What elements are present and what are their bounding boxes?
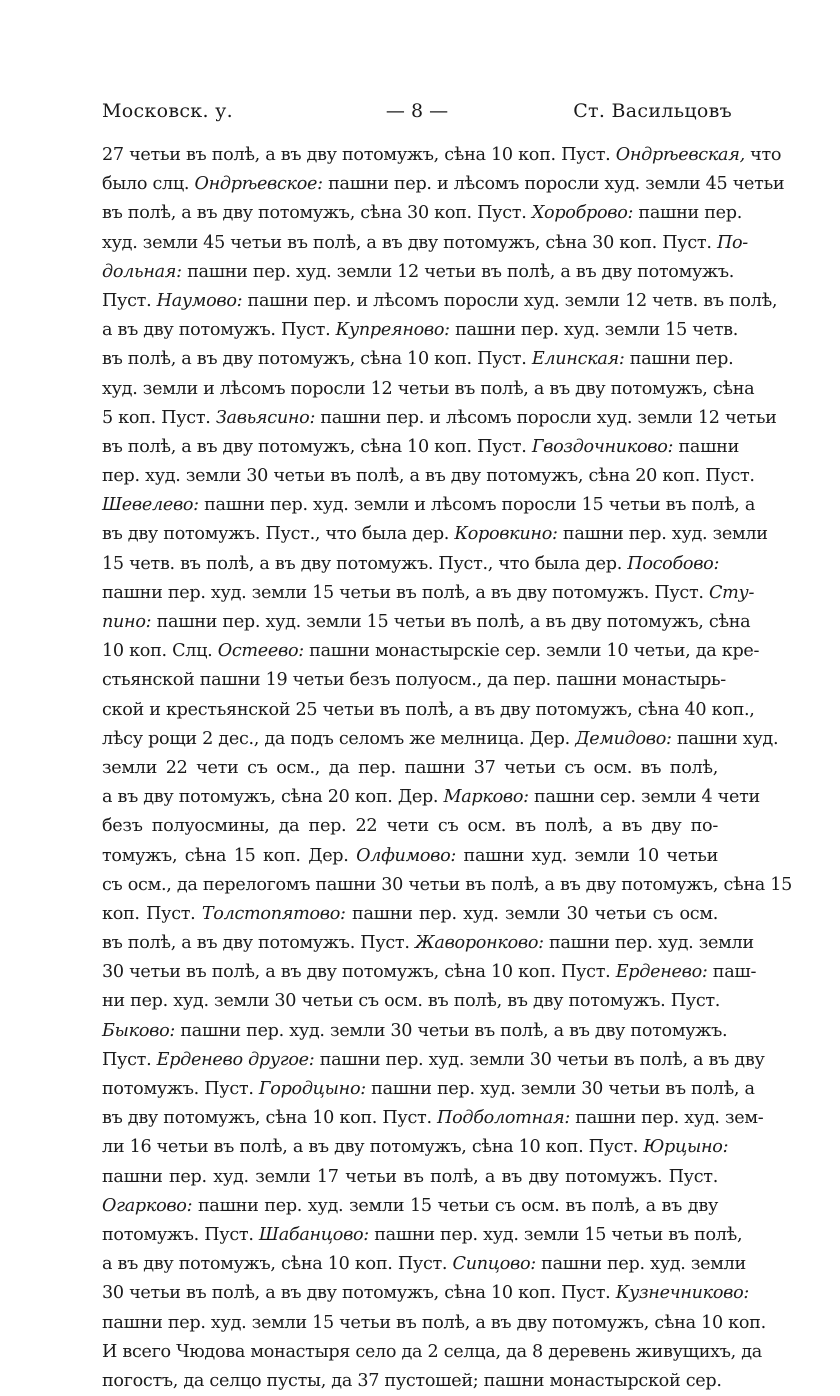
text-line	[102, 141, 782, 170]
text-line	[102, 666, 726, 695]
text-run: пашни пер. худ. земли 30 четьи въ полѣ, а въ дву	[314, 1049, 765, 1070]
text-line	[102, 491, 756, 520]
text-run: ской и крестьянской 25 четьи въ полѣ, а въ дву потомужъ, сѣна 40 коп.,	[102, 699, 755, 720]
text-run: погостъ, да селцо пусты, да 37 пустошей; пашни монастырской сер.	[102, 1370, 722, 1391]
text-run: пашни пер. худ. земли 30 четьи съ осм.	[345, 903, 718, 924]
text-line	[102, 987, 721, 1016]
text-line	[102, 637, 760, 666]
place-name: Шевелево:	[102, 495, 199, 516]
text-line	[102, 229, 748, 258]
text-run: безъ полуосмины, да пер. 22 чети съ осм. въ полѣ, а въ дву по-	[102, 816, 718, 837]
text-run: въ полѣ, а въ дву потомужъ, сѣна 30 коп. Пуст.	[102, 203, 532, 224]
text-run: пашни пер. худ. земли	[543, 933, 754, 954]
text-line	[102, 1338, 762, 1367]
text-run: пашни пер. худ. земли 15 четв.	[449, 320, 739, 341]
text-line	[102, 1279, 750, 1308]
place-name: Толстопятово:	[201, 903, 346, 924]
running-head	[102, 96, 732, 126]
place-name: Пособово:	[627, 553, 720, 574]
text-run: пашни пер. худ. земли 17 четьи въ полѣ, а въ дву потомужъ. Пуст.	[102, 1166, 718, 1187]
text-line	[102, 316, 739, 345]
text-run: худ. земли и лѣсомъ поросли 12 четьи въ полѣ, а въ дву потомужъ, сѣна	[102, 378, 755, 399]
text-line	[102, 550, 718, 579]
place-name: Ондрѣевское:	[194, 174, 323, 195]
text-run: И всего Чюдова монастыря село да 2 селца, да 8 деревень живущихъ, да	[102, 1341, 762, 1362]
text-line	[102, 1017, 728, 1046]
text-line	[102, 929, 754, 958]
text-line	[102, 258, 735, 287]
place-name: Гвоздочниково:	[531, 436, 674, 457]
text-run: пашни пер. и лѣсомъ поросли худ. земли 12 четв. въ полѣ,	[242, 290, 778, 311]
text-line	[102, 812, 718, 841]
place-name: Демидово:	[575, 728, 672, 749]
place-name: Марково:	[443, 787, 529, 808]
text-run: пашни пер. худ. зем-	[570, 1108, 764, 1129]
text-run: 30 четьи въ полѣ, а въ дву потомужъ, сѣна 10 коп. Пуст.	[102, 1283, 616, 1304]
text-run: а въ дву потомужъ, сѣна 20 коп. Дер.	[102, 787, 444, 808]
text-run: въ полѣ, а въ дву потомужъ. Пуст.	[102, 933, 415, 954]
place-name: пино:	[102, 612, 152, 632]
text-run: пашни худ.	[671, 728, 779, 749]
text-run: томужъ, сѣна 15 коп. Дер.	[102, 845, 357, 866]
place-name: Юрцыно:	[643, 1137, 729, 1158]
text-line	[102, 1192, 718, 1221]
place-name: Шабанцово:	[258, 1224, 369, 1245]
text-run: паш-	[707, 962, 757, 983]
text-run: 27 четьи въ полѣ, а въ дву потомужъ, сѣна 10 коп. Пуст.	[102, 145, 616, 165]
place-name: Городцыно:	[258, 1079, 366, 1099]
text-run: пашни пер. худ. земли 30 четьи въ полѣ, а	[365, 1079, 755, 1099]
text-line	[102, 1104, 764, 1133]
header-section-title: Ст. Васильцовъ	[573, 100, 732, 122]
text-line	[102, 608, 751, 637]
text-line	[102, 287, 778, 316]
header-district: Московск. у.	[102, 100, 233, 122]
text-line	[102, 900, 718, 929]
text-run: пер. худ. земли 30 четьи въ полѣ, а въ дву потомужъ, сѣна 20 коп. Пуст.	[102, 466, 755, 487]
text-line	[102, 1163, 718, 1192]
place-name: дольная:	[102, 261, 182, 282]
text-run: Пуст.	[102, 1049, 157, 1070]
place-name: Завьясино:	[215, 407, 316, 428]
text-run: а въ дву потомужъ, сѣна 10 коп. Пуст.	[102, 1254, 453, 1275]
text-line	[102, 433, 739, 462]
text-line	[102, 404, 777, 433]
text-line	[102, 520, 768, 549]
text-run: съ осм., да перелогомъ пашни 30 четьи въ полѣ, а въ дву потомужъ, сѣна 15	[102, 874, 793, 895]
text-run: пашни пер. худ. земли 15 четьи въ полѣ, а въ дву потомужъ. Пуст.	[102, 582, 709, 603]
text-line	[102, 871, 793, 900]
place-name: Коровкино:	[454, 524, 558, 545]
text-line	[102, 958, 757, 987]
text-run: пашни пер. и лѣсомъ поросли худ. земли 12 четьи	[315, 407, 777, 428]
text-line	[102, 1133, 729, 1162]
text-line	[102, 375, 755, 404]
text-run: въ полѣ, а въ дву потомужъ, сѣна 10 коп. Пуст.	[102, 436, 532, 457]
text-line	[102, 1250, 746, 1279]
text-line	[102, 345, 734, 374]
place-name: Сту-	[709, 582, 755, 603]
text-run: пашни пер. худ. земли и лѣсомъ поросли 15 четьи въ полѣ, а	[198, 495, 756, 516]
place-name: Олфимово:	[356, 845, 457, 866]
text-run: Пуст.	[102, 290, 157, 311]
text-run: 15 четв. въ полѣ, а въ дву потомужъ. Пуст., что была дер.	[102, 553, 628, 574]
text-run: пашни пер. худ. земли	[535, 1254, 746, 1275]
text-run: въ полѣ, а въ дву потомужъ, сѣна 10 коп. Пуст.	[102, 349, 532, 370]
place-name: Ерденево другое:	[156, 1049, 315, 1070]
place-name: Наумово:	[156, 290, 243, 311]
text-run: пашни пер. худ. земли 15 четьи въ полѣ,	[368, 1224, 743, 1245]
place-name: Остеево:	[217, 641, 304, 662]
text-run: потомужъ. Пуст.	[102, 1224, 259, 1245]
text-run: пашни худ. земли 10 четьи	[456, 845, 718, 866]
text-line	[102, 696, 755, 725]
text-run: пашни монастырскіе сер. земли 10 четьи, да кре-	[303, 641, 760, 662]
text-line	[102, 199, 743, 228]
text-run: ни пер. худ. земли 30 четьи съ осм. въ полѣ, въ дву потомужъ. Пуст.	[102, 991, 721, 1012]
text-line	[102, 579, 755, 608]
text-run: ли 16 четьи въ полѣ, а въ дву потомужъ, сѣна 10 коп. Пуст.	[102, 1137, 644, 1158]
text-line	[102, 1046, 765, 1075]
text-run: пашни пер.	[633, 203, 743, 224]
text-run: пашни пер. худ. земли 12 четьи въ полѣ, а въ дву потомужъ.	[181, 261, 735, 282]
text-line	[102, 1309, 766, 1338]
text-run: пашни пер. худ. земли	[557, 524, 768, 545]
place-name: Хороброво:	[531, 203, 634, 224]
text-run: пашни пер. худ. земли 30 четьи въ полѣ, а въ дву потомужъ.	[175, 1020, 728, 1041]
body-text	[102, 141, 793, 1396]
place-name: Сипцово:	[452, 1254, 536, 1275]
text-run: пашни пер. и лѣсомъ поросли худ. земли 45 четьи	[322, 174, 785, 195]
place-name: Елинская:	[531, 349, 625, 370]
place-name: Кузнечниково:	[615, 1283, 750, 1304]
text-line	[102, 754, 718, 783]
text-run: въ дву потомужъ, сѣна 10 коп. Пуст.	[102, 1108, 438, 1129]
text-run: 30 четьи въ полѣ, а въ дву потомужъ, сѣна 10 коп. Пуст.	[102, 962, 616, 983]
text-run: было слц.	[102, 174, 195, 195]
place-name: Подболотная:	[437, 1108, 570, 1129]
text-line	[102, 170, 785, 199]
text-line	[102, 1221, 743, 1250]
text-run: 10 коп. Слц.	[102, 641, 218, 662]
text-run: худ. земли 45 четьи въ полѣ, а въ дву потомужъ, сѣна 30 коп. Пуст.	[102, 232, 717, 253]
page-number: — 8 —	[385, 100, 449, 122]
place-name: Ерденево:	[615, 962, 708, 983]
text-run: 5 коп. Пуст.	[102, 407, 216, 428]
text-run: лѣсу рощи 2 дес., да подъ селомъ же мелница. Дер.	[102, 728, 576, 749]
text-run: пашни пер.	[624, 349, 734, 370]
text-run: потомужъ. Пуст.	[102, 1079, 259, 1099]
text-line	[102, 462, 755, 491]
text-line	[102, 1367, 722, 1396]
text-run: а въ дву потомужъ. Пуст.	[102, 320, 336, 341]
text-line	[102, 783, 760, 812]
place-name: Ондрѣевская,	[615, 145, 745, 165]
text-run: пашни пер. худ. земли 15 четьи въ полѣ, а въ дву потомужъ, сѣна	[151, 612, 751, 632]
place-name: Жаворонково:	[414, 933, 544, 954]
text-run: пашни пер. худ. земли 15 четьи съ осм. въ полѣ, а въ дву	[192, 1195, 718, 1216]
place-name: Купреяново:	[335, 320, 450, 341]
text-run: стьянской пашни 19 четьи безъ полуосм., да пер. пашни монастырь-	[102, 670, 726, 691]
text-run: пашни сер. земли 4 чети	[528, 787, 760, 808]
text-run: земли 22 чети съ осм., да пер. пашни 37 четьи съ осм. въ полѣ,	[102, 757, 718, 778]
text-run: въ дву потомужъ. Пуст., что была дер.	[102, 524, 455, 545]
text-line	[102, 1075, 755, 1104]
text-run: что	[744, 145, 782, 165]
text-line	[102, 725, 779, 754]
place-name: Быково:	[102, 1020, 176, 1041]
text-run: пашни пер. худ. земли 15 четьи въ полѣ, а въ дву потомужъ, сѣна 10 коп.	[102, 1312, 766, 1333]
place-name: По-	[716, 232, 748, 253]
text-run: пашни	[673, 436, 739, 457]
text-run: коп. Пуст.	[102, 903, 202, 924]
place-name: Огарково:	[102, 1195, 193, 1216]
text-line	[102, 842, 718, 871]
